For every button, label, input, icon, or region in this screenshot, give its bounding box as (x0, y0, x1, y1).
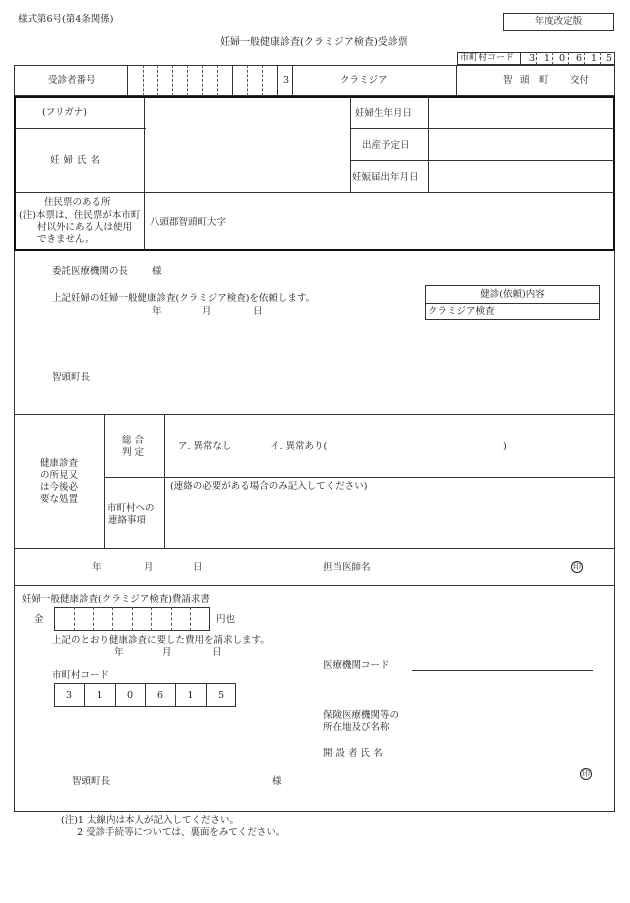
billing-body: 上記のとおり健康診査に要した費用を請求します。 (52, 635, 270, 646)
facility-code-field[interactable] (412, 670, 593, 671)
revision-badge (503, 13, 614, 31)
issuer-town-c: 町 (539, 75, 549, 86)
address-note: できません。 (37, 234, 95, 245)
municipality-code-label: 市町村コード (460, 53, 515, 63)
billing-year: 年 (114, 647, 124, 658)
request-body: 上記妊婦の妊婦一般健康診査(クラミジア検査)を依頼します。 (52, 293, 316, 304)
exam-number-digit: 3 (283, 75, 290, 86)
seal-icon: 印 (573, 562, 581, 571)
billing-day: 日 (212, 647, 222, 658)
request-day: 日 (253, 306, 263, 317)
billing-code-digit: 6 (156, 690, 164, 701)
option-abnormality[interactable]: イ. 異常あり( (270, 441, 328, 452)
option-no-abnormality[interactable]: ア. 異常なし (178, 441, 232, 452)
billing-code-digit: 1 (96, 690, 103, 701)
request-to-label: 委託医療機関の長 (52, 266, 129, 277)
note-line: 2 受診手続等については、裏面をみてください。 (77, 827, 286, 838)
due-date-field[interactable] (430, 130, 612, 158)
overall-judgment-label: 総 合 (122, 435, 145, 446)
address-label: 住民票のある所 (44, 197, 111, 208)
findings-label: 要な処置 (40, 494, 79, 505)
contact-label: 連絡事項 (108, 515, 147, 526)
facility-address-label: 所在地及び名称 (323, 722, 390, 733)
exam-content-value: クラミジア検査 (428, 306, 495, 317)
billing-code-digit: 3 (65, 690, 73, 701)
code-digit: 6 (576, 53, 583, 64)
signature-row (14, 549, 615, 586)
code-digit: 0 (559, 53, 566, 64)
billing-honorific: 様 (272, 776, 282, 787)
request-mayor: 智頭町長 (52, 372, 91, 383)
furigana-field[interactable] (146, 99, 348, 126)
billing-code-digit: 5 (217, 690, 225, 701)
contact-label: 市町村への (107, 503, 155, 514)
issuer-town-a: 智 (503, 75, 513, 86)
code-digit: 5 (606, 53, 613, 64)
sign-month: 月 (144, 562, 154, 573)
findings-label: は今後必 (40, 482, 79, 493)
address-note: (注)本票は、住民票が本市町 (19, 210, 141, 221)
billing-code-label: 市町村コード (52, 670, 110, 681)
pregnancy-report-date-label: 妊娠届出年月日 (352, 172, 419, 183)
patient-name-label: 妊婦氏名 (50, 155, 105, 166)
address-note: 村以外にある人は使用 (37, 222, 133, 233)
sign-year: 年 (92, 562, 102, 573)
note-line: (注)1 太線内は本人が記入してください。 (61, 815, 239, 826)
amount-prefix: 金 (34, 614, 44, 625)
findings-label: 健康診査 (40, 458, 79, 469)
due-date-label: 出産予定日 (362, 140, 410, 151)
address-value[interactable]: 八頭郡智頭町大字 (150, 217, 227, 228)
code-digit: 3 (529, 53, 536, 64)
billing-mayor: 智頭町長 (72, 776, 111, 787)
code-digit: 1 (591, 53, 598, 64)
issuer-town-b: 頭 (520, 75, 530, 86)
exam-type: クラミジア (340, 75, 388, 86)
examinee-number-label: 受診者番号 (48, 75, 96, 86)
findings-label: の所見又 (40, 470, 79, 481)
exam-content-header: 健診(依頼)内容 (480, 289, 545, 300)
sign-day: 日 (193, 562, 203, 573)
issued-label: 交付 (570, 75, 590, 86)
seal-icon: 印 (582, 769, 590, 778)
request-month: 月 (202, 306, 212, 317)
revision-label: 年度改定版 (534, 16, 583, 27)
billing-code-digit: 0 (126, 690, 134, 701)
form-number: 様式第6号(第4条関係) (18, 14, 114, 25)
amount-suffix: 円也 (216, 614, 236, 625)
option-abnormality-close: ) (503, 441, 507, 452)
contact-note: (連絡の必要がある場合のみ記入してください) (170, 481, 368, 492)
contact-field[interactable] (166, 494, 612, 546)
facility-code-label: 医療機関コード (323, 660, 390, 671)
founder-name-label: 開 設 者 氏 名 (323, 748, 383, 759)
overall-judgment-label: 判 定 (122, 447, 145, 458)
request-honorific: 様 (152, 266, 162, 277)
birth-date-field[interactable] (430, 99, 612, 126)
page-title: 妊婦一般健康診査(クラミジア検査)受診票 (220, 37, 408, 48)
pregnancy-report-date-field[interactable] (430, 162, 612, 190)
furigana-label: (フリガナ) (42, 107, 87, 118)
billing-month: 月 (162, 647, 172, 658)
doctor-name-label: 担当医師名 (323, 562, 371, 573)
patient-name-field[interactable] (146, 130, 348, 190)
code-digit: 1 (544, 53, 551, 64)
billing-code-digit: 1 (187, 690, 194, 701)
facility-address-label: 保険医療機関等の (323, 710, 400, 721)
billing-title: 妊婦一般健康診査(クラミジア検査)費請求書 (22, 594, 210, 605)
request-year: 年 (152, 306, 162, 317)
birth-date-label: 妊婦生年月日 (355, 108, 413, 119)
